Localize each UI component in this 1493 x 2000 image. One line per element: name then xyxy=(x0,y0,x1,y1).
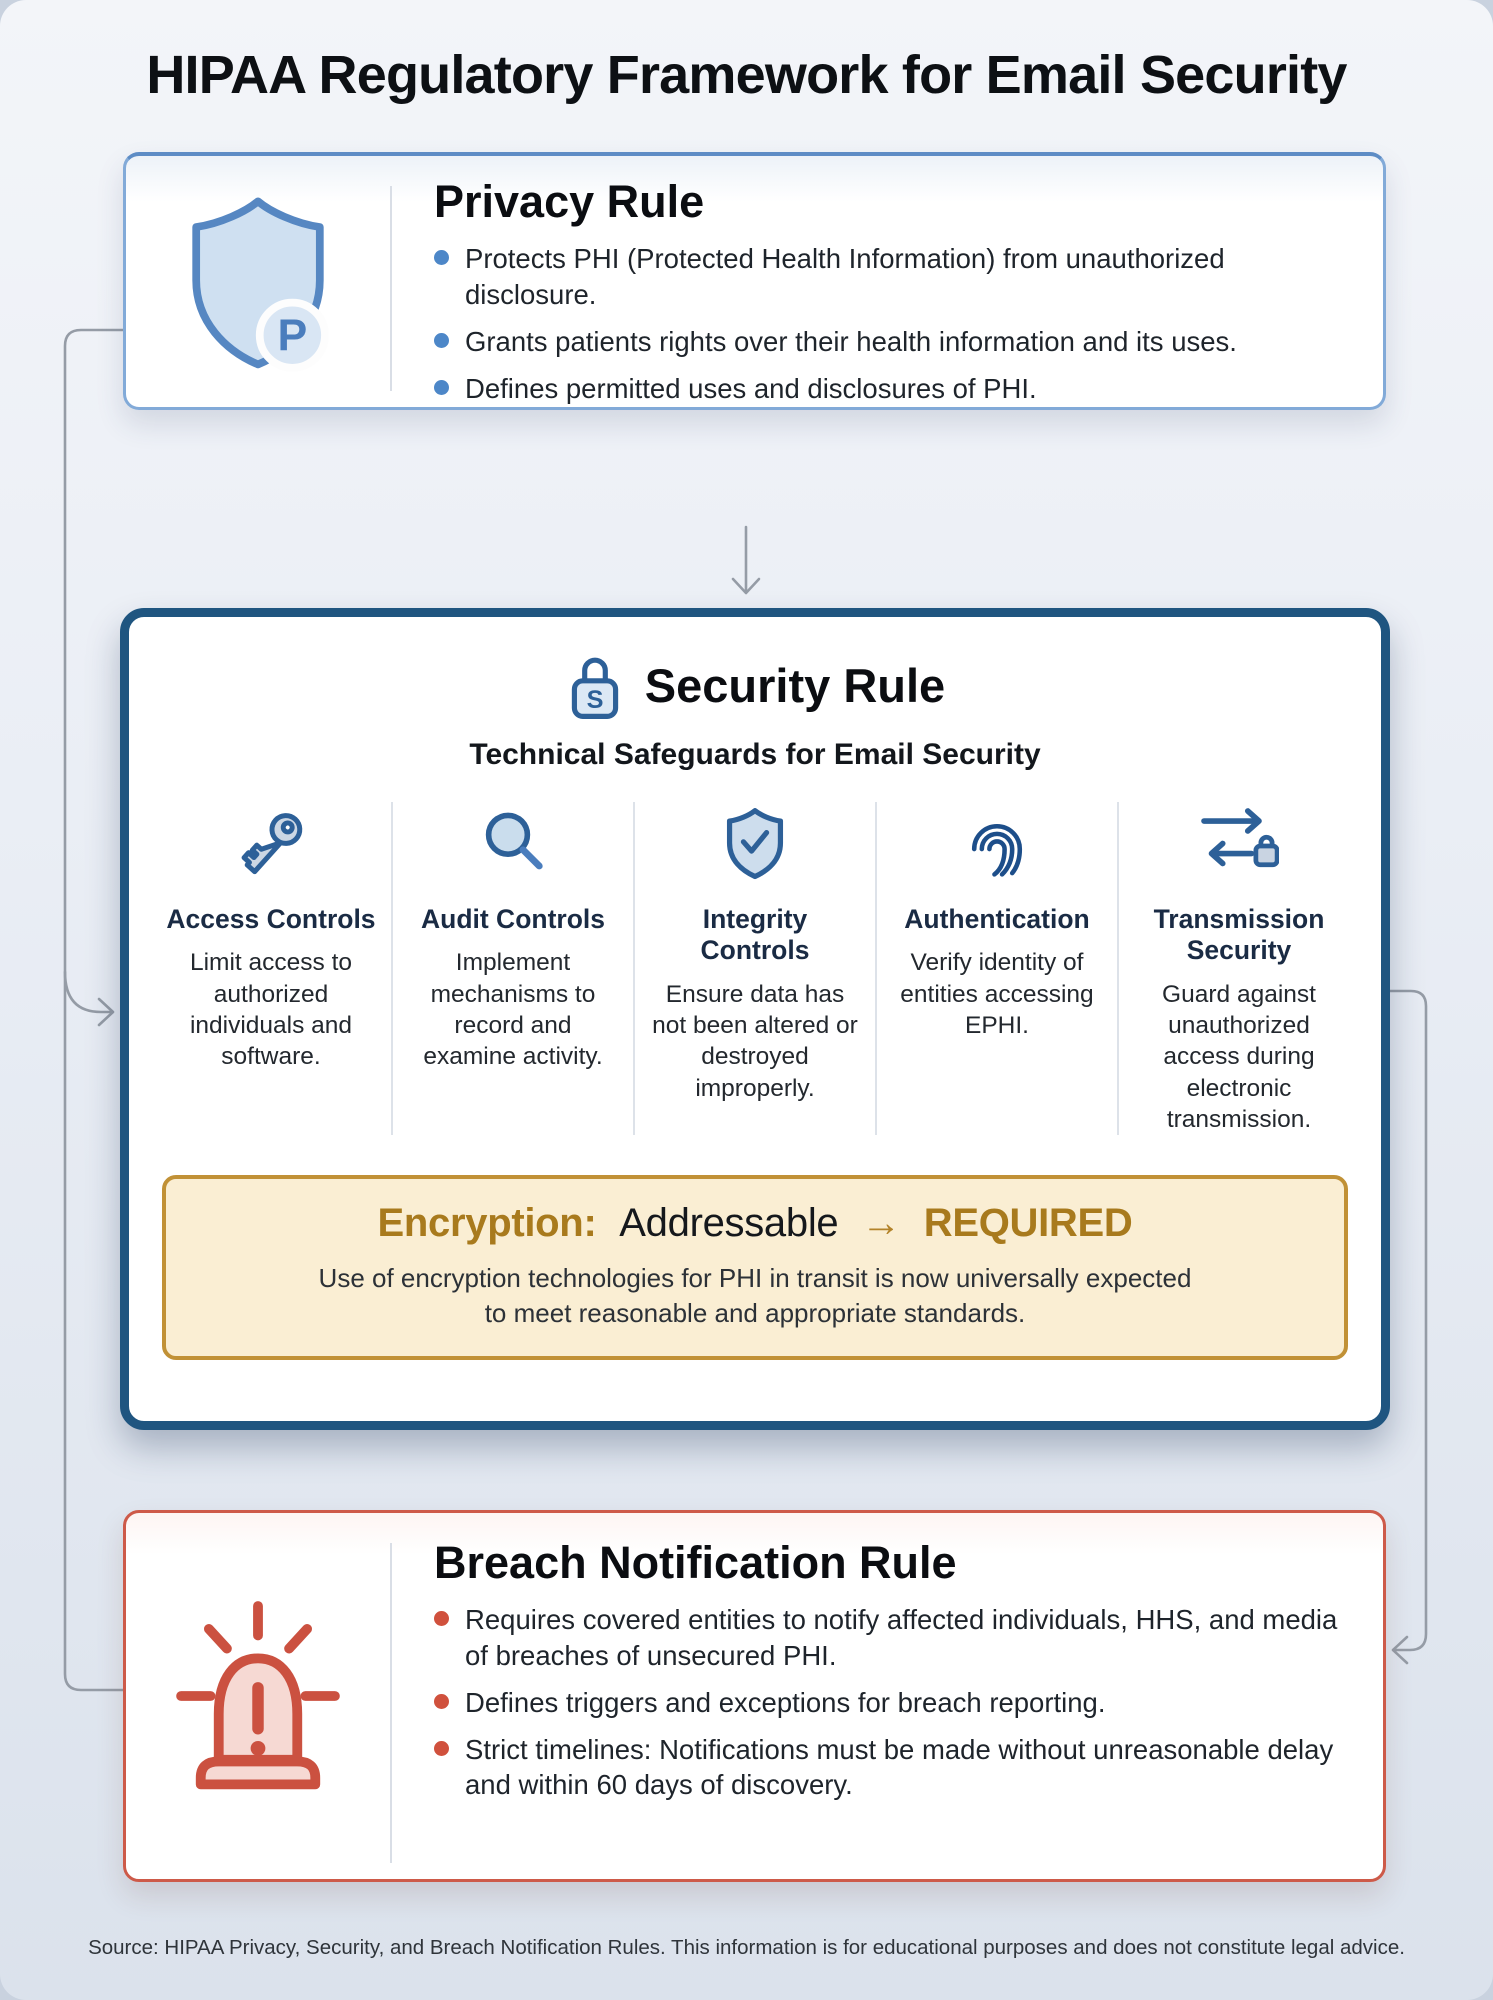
breach-rule-title: Breach Notification Rule xyxy=(434,1537,957,1588)
bullet-dot xyxy=(434,333,449,348)
shield-p-icon xyxy=(172,191,344,373)
bullet-text: Grants patients rights over their health information and its uses. xyxy=(465,325,1237,357)
safeguard-description: Implement mechanisms to record and examine activity. xyxy=(423,949,603,1071)
right-connector-line xyxy=(1388,991,1426,1650)
list-item xyxy=(434,324,1353,360)
breach-content xyxy=(392,1513,1383,1879)
page-title: HIPAA Regulatory Framework for Email Security xyxy=(146,45,1347,105)
bullet-dot xyxy=(434,1694,449,1709)
safeguard-integrity-controls xyxy=(633,802,875,1135)
svg-text:S: S xyxy=(586,685,604,714)
safeguard-transmission-security xyxy=(1117,802,1359,1135)
safeguard-audit-controls xyxy=(391,802,633,1135)
privacy-bullet-list xyxy=(434,241,1353,406)
bullet-dot xyxy=(434,250,449,265)
safeguard-columns xyxy=(151,802,1359,1135)
security-rule-card xyxy=(120,608,1390,1430)
bullet-dot xyxy=(434,1741,449,1756)
encryption-headline xyxy=(186,1201,1324,1246)
bullet-text: Defines triggers and exceptions for breach reporting. xyxy=(465,1686,1106,1718)
safeguard-description: Verify identity of entities accessing EPHI. xyxy=(900,949,1094,1039)
encryption-addressable-text: Addressable xyxy=(619,1201,839,1246)
bullet-dot xyxy=(434,1611,449,1626)
privacy-content xyxy=(392,156,1383,407)
transmission-lock-icon xyxy=(1199,806,1279,876)
shield-check-icon xyxy=(722,806,788,880)
safeguard-title: Transmission Security xyxy=(1153,904,1325,966)
breach-notification-rule-card xyxy=(123,1510,1386,1882)
key-icon xyxy=(233,806,309,886)
privacy-rule-title: Privacy Rule xyxy=(434,176,705,227)
bullet-text: Defines permitted uses and disclosures of PHI. xyxy=(465,372,1037,404)
privacy-icon-zone xyxy=(126,156,390,407)
safeguard-description: Ensure data has not been altered or destroyed improperly. xyxy=(652,980,858,1102)
bullet-dot xyxy=(434,380,449,395)
safeguard-description: Guard against unauthorized access during electronic transmission. xyxy=(1162,980,1316,1133)
security-rule-header xyxy=(129,649,1381,722)
safeguard-title: Authentication xyxy=(904,904,1090,934)
safeguard-title: Integrity Controls xyxy=(700,904,810,966)
list-item xyxy=(434,371,1353,407)
list-item xyxy=(434,241,1353,313)
magnifier-icon xyxy=(478,806,548,876)
list-item xyxy=(434,1685,1353,1721)
privacy-rule-card xyxy=(123,152,1386,410)
encryption-required-text: REQUIRED xyxy=(923,1201,1133,1246)
source-disclaimer: Source: HIPAA Privacy, Security, and Breach Notification Rules. This information is for educational purposes and does not constitute legal advice. xyxy=(88,1936,1405,1959)
security-rule-subtitle: Technical Safeguards for Email Security xyxy=(469,738,1041,771)
bullet-text: Strict timelines: Notifications must be made without unreasonable delay and within 60 days of discovery. xyxy=(465,1733,1334,1801)
list-item xyxy=(434,1732,1353,1804)
safeguard-authentication xyxy=(875,802,1117,1135)
safeguard-access-controls xyxy=(151,802,391,1135)
bullet-text: Protects PHI (Protected Health Information) from unauthorized disclosure. xyxy=(465,243,1225,310)
safeguard-title: Access Controls xyxy=(166,904,376,934)
left-connector-line xyxy=(65,330,126,1690)
encryption-description: Use of encryption technologies for PHI in transit is now universally expected to meet reasonable and appropriate standards. xyxy=(318,1263,1192,1328)
encryption-label: Encryption: xyxy=(377,1201,597,1246)
right-arrow-icon: → xyxy=(861,1201,901,1246)
safeguard-title: Audit Controls xyxy=(421,904,605,934)
safeguard-description: Limit access to authorized individuals and software. xyxy=(189,949,353,1071)
fingerprint-icon xyxy=(961,806,1033,882)
siren-icon xyxy=(168,1596,348,1796)
security-rule-title: Security Rule xyxy=(644,659,946,712)
bullet-text: Requires covered entities to notify affected individuals, HHS, and media of breaches of unsecured PHI. xyxy=(465,1604,1338,1671)
lock-s-icon xyxy=(565,649,625,722)
breach-bullet-list xyxy=(434,1602,1353,1803)
list-item xyxy=(434,1602,1353,1674)
breach-icon-zone xyxy=(126,1513,390,1879)
svg-text:P: P xyxy=(277,311,308,361)
encryption-callout xyxy=(162,1175,1348,1360)
